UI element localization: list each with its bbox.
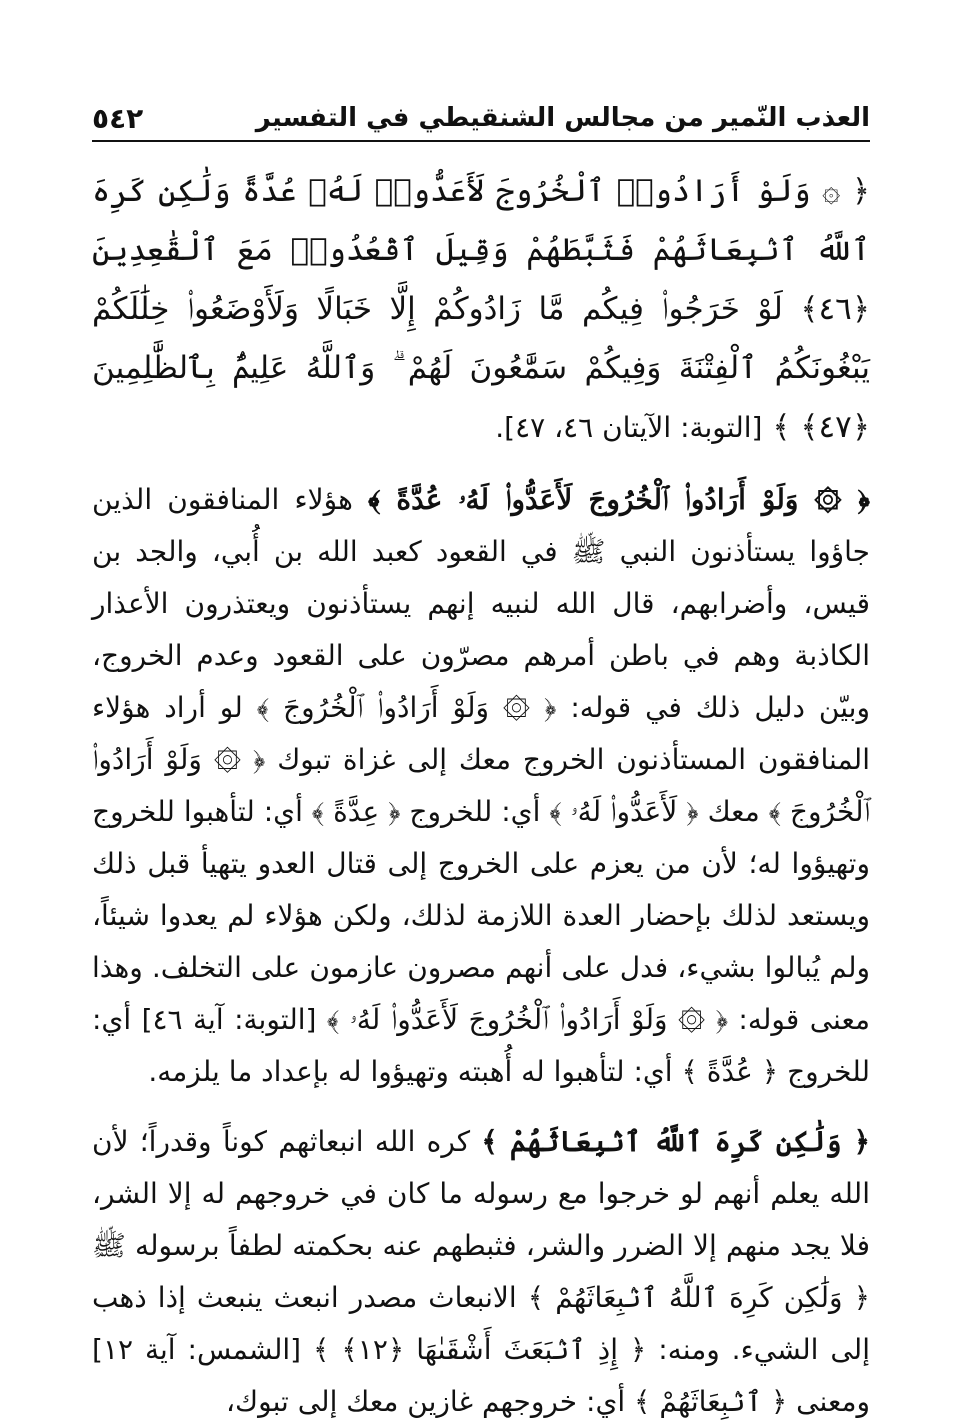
quran-verses: ﴿ ۞ وَلَوْ أَرَادُوا۟ ٱلْخُرُوجَ لَأَعَدُّوا۟ لَهُۥ عُدَّةً وَلَٰكِن كَرِهَ ٱللَّهُ ٱنۢبِعَاثَهُمْ فَثَبَّطَهُمْ وَقِيلَ ٱقْعُدُوا۟ مَعَ ٱلْقَٰعِدِينَ ﴿٤٦﴾ لَوْ خَرَجُوا۟ فِيكُم مَّا زَادُوكُمْ إِلَّا خَبَالًا وَلَأَوْضَعُوا۟ خِلَٰلَكُمْ يَبْغُونَكُمُ ٱلْفِتْنَةَ وَفِيكُمْ سَمَّٰعُونَ لَهُمْ ۗ وَٱللَّهُ عَلِيمٌۢ بِٱلظَّٰلِمِينَ ﴿٤٧﴾ ﴾ <box>92 173 870 445</box>
page-number: ٥٤٢ <box>92 101 144 135</box>
commentary-paragraph <box>92 474 870 1098</box>
running-title: العذب النّمير من مجالس الشنقيطي في التفسير <box>255 103 870 133</box>
verse-quote: ﴿ ۞ وَلَوْ أَرَادُوا۟ ٱلْخُرُوجَ لَأَعَدُّوا۟ لَهُۥ عُدَّةً ﴾ <box>368 483 870 516</box>
quran-passage <box>92 162 870 457</box>
page-header <box>92 96 870 142</box>
quran-citation: [التوبة: الآيتان ٤٦، ٤٧]. <box>495 411 763 444</box>
commentary-text: كره الله انبعاثهم كوناً وقدراً؛ لأن الله يعلم أنهم لو خرجوا مع رسوله ما كان في خروجهم له إلا الشر، فلا يجد منهم إلا الضرر والشر، فثبطهم عنه بحكمته لطفاً برسوله ﷺ ﴿ وَلَٰكِن كَرِهَ ٱللَّهُ ٱنۢبِعَاثَهُمْ ﴾ الانبعاث مصدر انبعث ينبعث إذا ذهب إلى الشيء. ومنه: ﴿ إِذِ ٱنۢبَعَثَ أَشْقَىٰهَا ﴿١٢﴾ ﴾ [الشمس: آية ١٢] ومعنى ﴿ ٱنۢبِعَاثَهُمْ ﴾ أي: خروجهم غازين معك إلى تبوك، <box>92 1125 870 1418</box>
page-content <box>92 162 870 1428</box>
commentary-text: هؤلاء المنافقون الذين جاؤوا يستأذنون النبي ﷺ في القعود كعبد الله بن أُبي، والجد بن قيس، وأضرابهم، قال الله لنبيه إنهم يستأذنون ويعتذرون الأعذار الكاذبة وهم في باطن أمرهم مصرّون على القعود وعدم الخروج، وبيّن دليل ذلك في قوله: ﴿ ۞ وَلَوْ أَرَادُوا۟ ٱلْخُرُوجَ ﴾ لو أراد هؤلاء المنافقون المستأذنون الخروج معك إلى غزاة تبوك ﴿ ۞ وَلَوْ أَرَادُوا۟ ٱلْخُرُوجَ ﴾ معك ﴿ لَأَعَدُّوا۟ لَهُۥ ﴾ أي: للخروج ﴿ عِدَّةً ﴾ أي: لتأهبوا للخروج وتهيؤوا له؛ لأن من يعزم على الخروج إلى قتال العدو يتهيأ قبل ذلك ويستعد لذلك بإحضار العدة اللازمة لذلك، ولكن هؤلاء لم يعدوا شيئاً، ولم يُبالوا بشيء، فدل على أنهم مصرون عازمون على التخلف. وهذا معنى قوله: ﴿ ۞ وَلَوْ أَرَادُوا۟ ٱلْخُرُوجَ لَأَعَدُّوا۟ لَهُۥ ﴾ [التوبة: آية ٤٦] أي: للخروج ﴿ عُدَّةً ﴾ أي: لتأهبوا له أُهبته وتهيؤوا له بإعداد ما يلزمه. <box>92 483 871 1088</box>
commentary-paragraph <box>92 1116 870 1428</box>
verse-quote: ﴿ وَلَٰكِن كَرِهَ ٱللَّهُ ٱنۢبِعَاثَهُمْ ﴾ <box>481 1125 870 1158</box>
